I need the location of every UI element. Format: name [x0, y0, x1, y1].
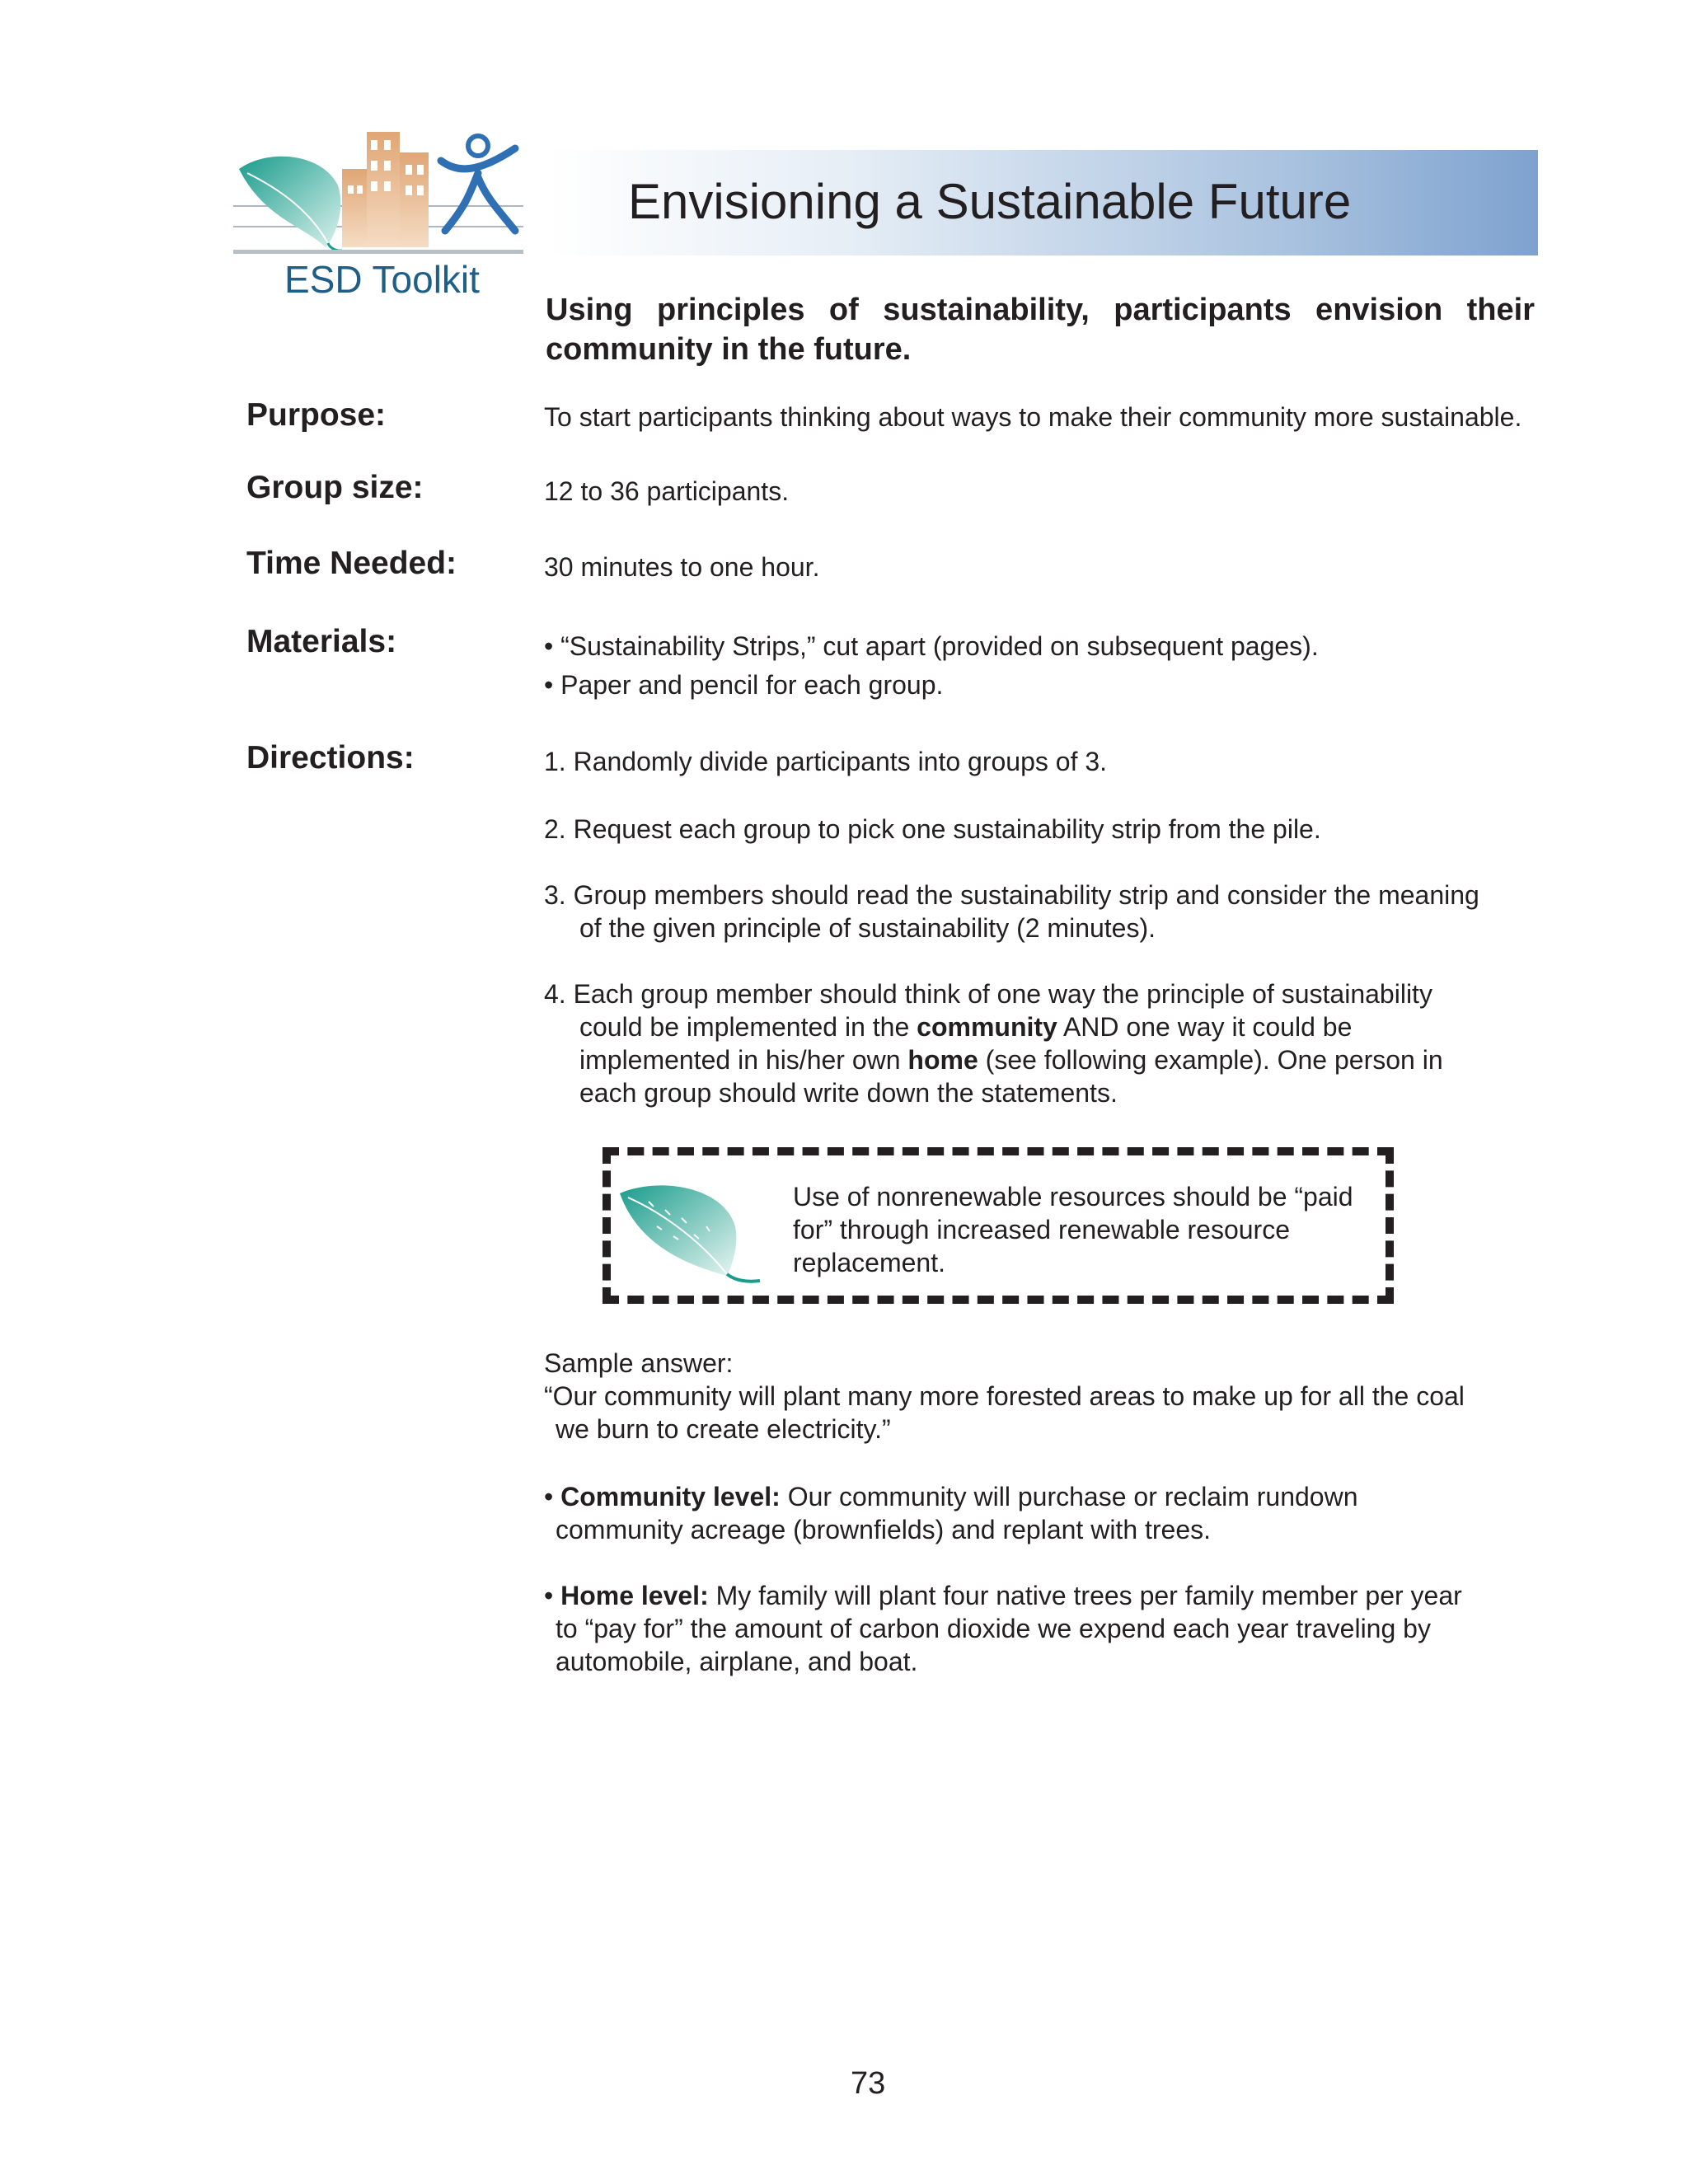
direction-step-4-line: each group should write down the statements. — [579, 1078, 1118, 1108]
direction-step-3 — [544, 879, 1479, 944]
purpose-label: Purpose: — [246, 397, 387, 433]
community-level-line — [544, 1480, 1358, 1513]
bullet: • — [544, 1581, 561, 1610]
callout-line: replacement. — [793, 1248, 945, 1277]
community-level-line: community acreage (brownfields) and replant with trees. — [556, 1515, 1212, 1544]
page-subtitle: Using principles of sustainability, participants envision their community in the future. — [546, 293, 1535, 367]
sample-quote-line: “Our community will plant many more forested areas to make up for all the coal — [544, 1381, 1465, 1411]
logo-rule — [233, 250, 523, 254]
callout-line: Use of nonrenewable resources should be “paid — [793, 1182, 1353, 1212]
materials-item: • “Sustainability Strips,” cut apart (provided on subsequent pages). — [544, 631, 1319, 661]
direction-step-4-line: 4. Each group member should think of one way the principle of sustainability — [544, 979, 1432, 1009]
community-level-bullet — [544, 1480, 1358, 1546]
leaf-icon — [616, 1177, 764, 1284]
purpose-text: To start participants thinking about ways to make their community more sustainable. — [544, 402, 1522, 432]
community-level-label: Community level: — [560, 1482, 781, 1511]
time-needed-text: 30 minutes to one hour. — [544, 552, 820, 582]
page-title: Envisioning a Sustainable Future — [628, 174, 1352, 229]
person-icon — [441, 136, 515, 231]
direction-step-3-line: of the given principle of sustainability (2 minutes). — [579, 913, 1156, 943]
direction-step-4-line — [544, 1043, 1443, 1076]
text-run: My family will plant four native trees per family member per year — [708, 1581, 1462, 1610]
buildings-icon — [342, 132, 429, 247]
text-run: AND one way it could be — [1057, 1012, 1353, 1042]
group-size-text: 12 to 36 participants. — [544, 476, 790, 506]
materials-item: • Paper and pencil for each group. — [544, 670, 944, 700]
text-run: (see following example). One person in — [978, 1045, 1443, 1075]
sample-heading: Sample answer: — [544, 1348, 734, 1378]
text-run: Our community will purchase or reclaim rundown — [780, 1482, 1358, 1511]
bold-home: home — [907, 1045, 978, 1075]
direction-step-4 — [544, 977, 1443, 1109]
text-run: implemented in his/her own — [579, 1045, 908, 1075]
bold-community: community — [917, 1012, 1057, 1042]
materials-list — [544, 630, 1319, 701]
directions-label: Directions: — [246, 740, 415, 776]
sample-quote-line: we burn to create electricity.” — [556, 1414, 891, 1444]
callout-line: for” through increased renewable resource — [793, 1215, 1290, 1244]
callout-text — [793, 1180, 1353, 1279]
group-size-label: Group size: — [246, 470, 424, 505]
home-level-line — [544, 1579, 1462, 1612]
esd-toolkit-logo — [231, 128, 528, 251]
home-level-bullet — [544, 1579, 1462, 1678]
home-level-line: automobile, airplane, and boat. — [556, 1647, 918, 1676]
home-level-label: Home level: — [560, 1581, 709, 1610]
sample-answer — [544, 1347, 1465, 1446]
direction-step-1: 1. Randomly divide participants into groups of 3. — [544, 747, 1108, 776]
home-level-line: to “pay for” the amount of carbon dioxide we expend each year traveling by — [556, 1614, 1431, 1643]
page-number: 73 — [851, 2066, 886, 2101]
text-run: could be implemented in the — [579, 1012, 917, 1042]
time-needed-label: Time Needed: — [246, 546, 457, 581]
logo-text: ESD Toolkit — [284, 258, 480, 301]
leaf-icon — [239, 157, 342, 251]
direction-step-3-line: 3. Group members should read the sustainability strip and consider the meaning — [544, 880, 1479, 910]
materials-label: Materials: — [246, 624, 397, 659]
direction-step-4-line — [544, 1010, 1443, 1043]
direction-step-2: 2. Request each group to pick one sustainability strip from the pile. — [544, 814, 1321, 844]
bullet: • — [544, 1482, 561, 1511]
